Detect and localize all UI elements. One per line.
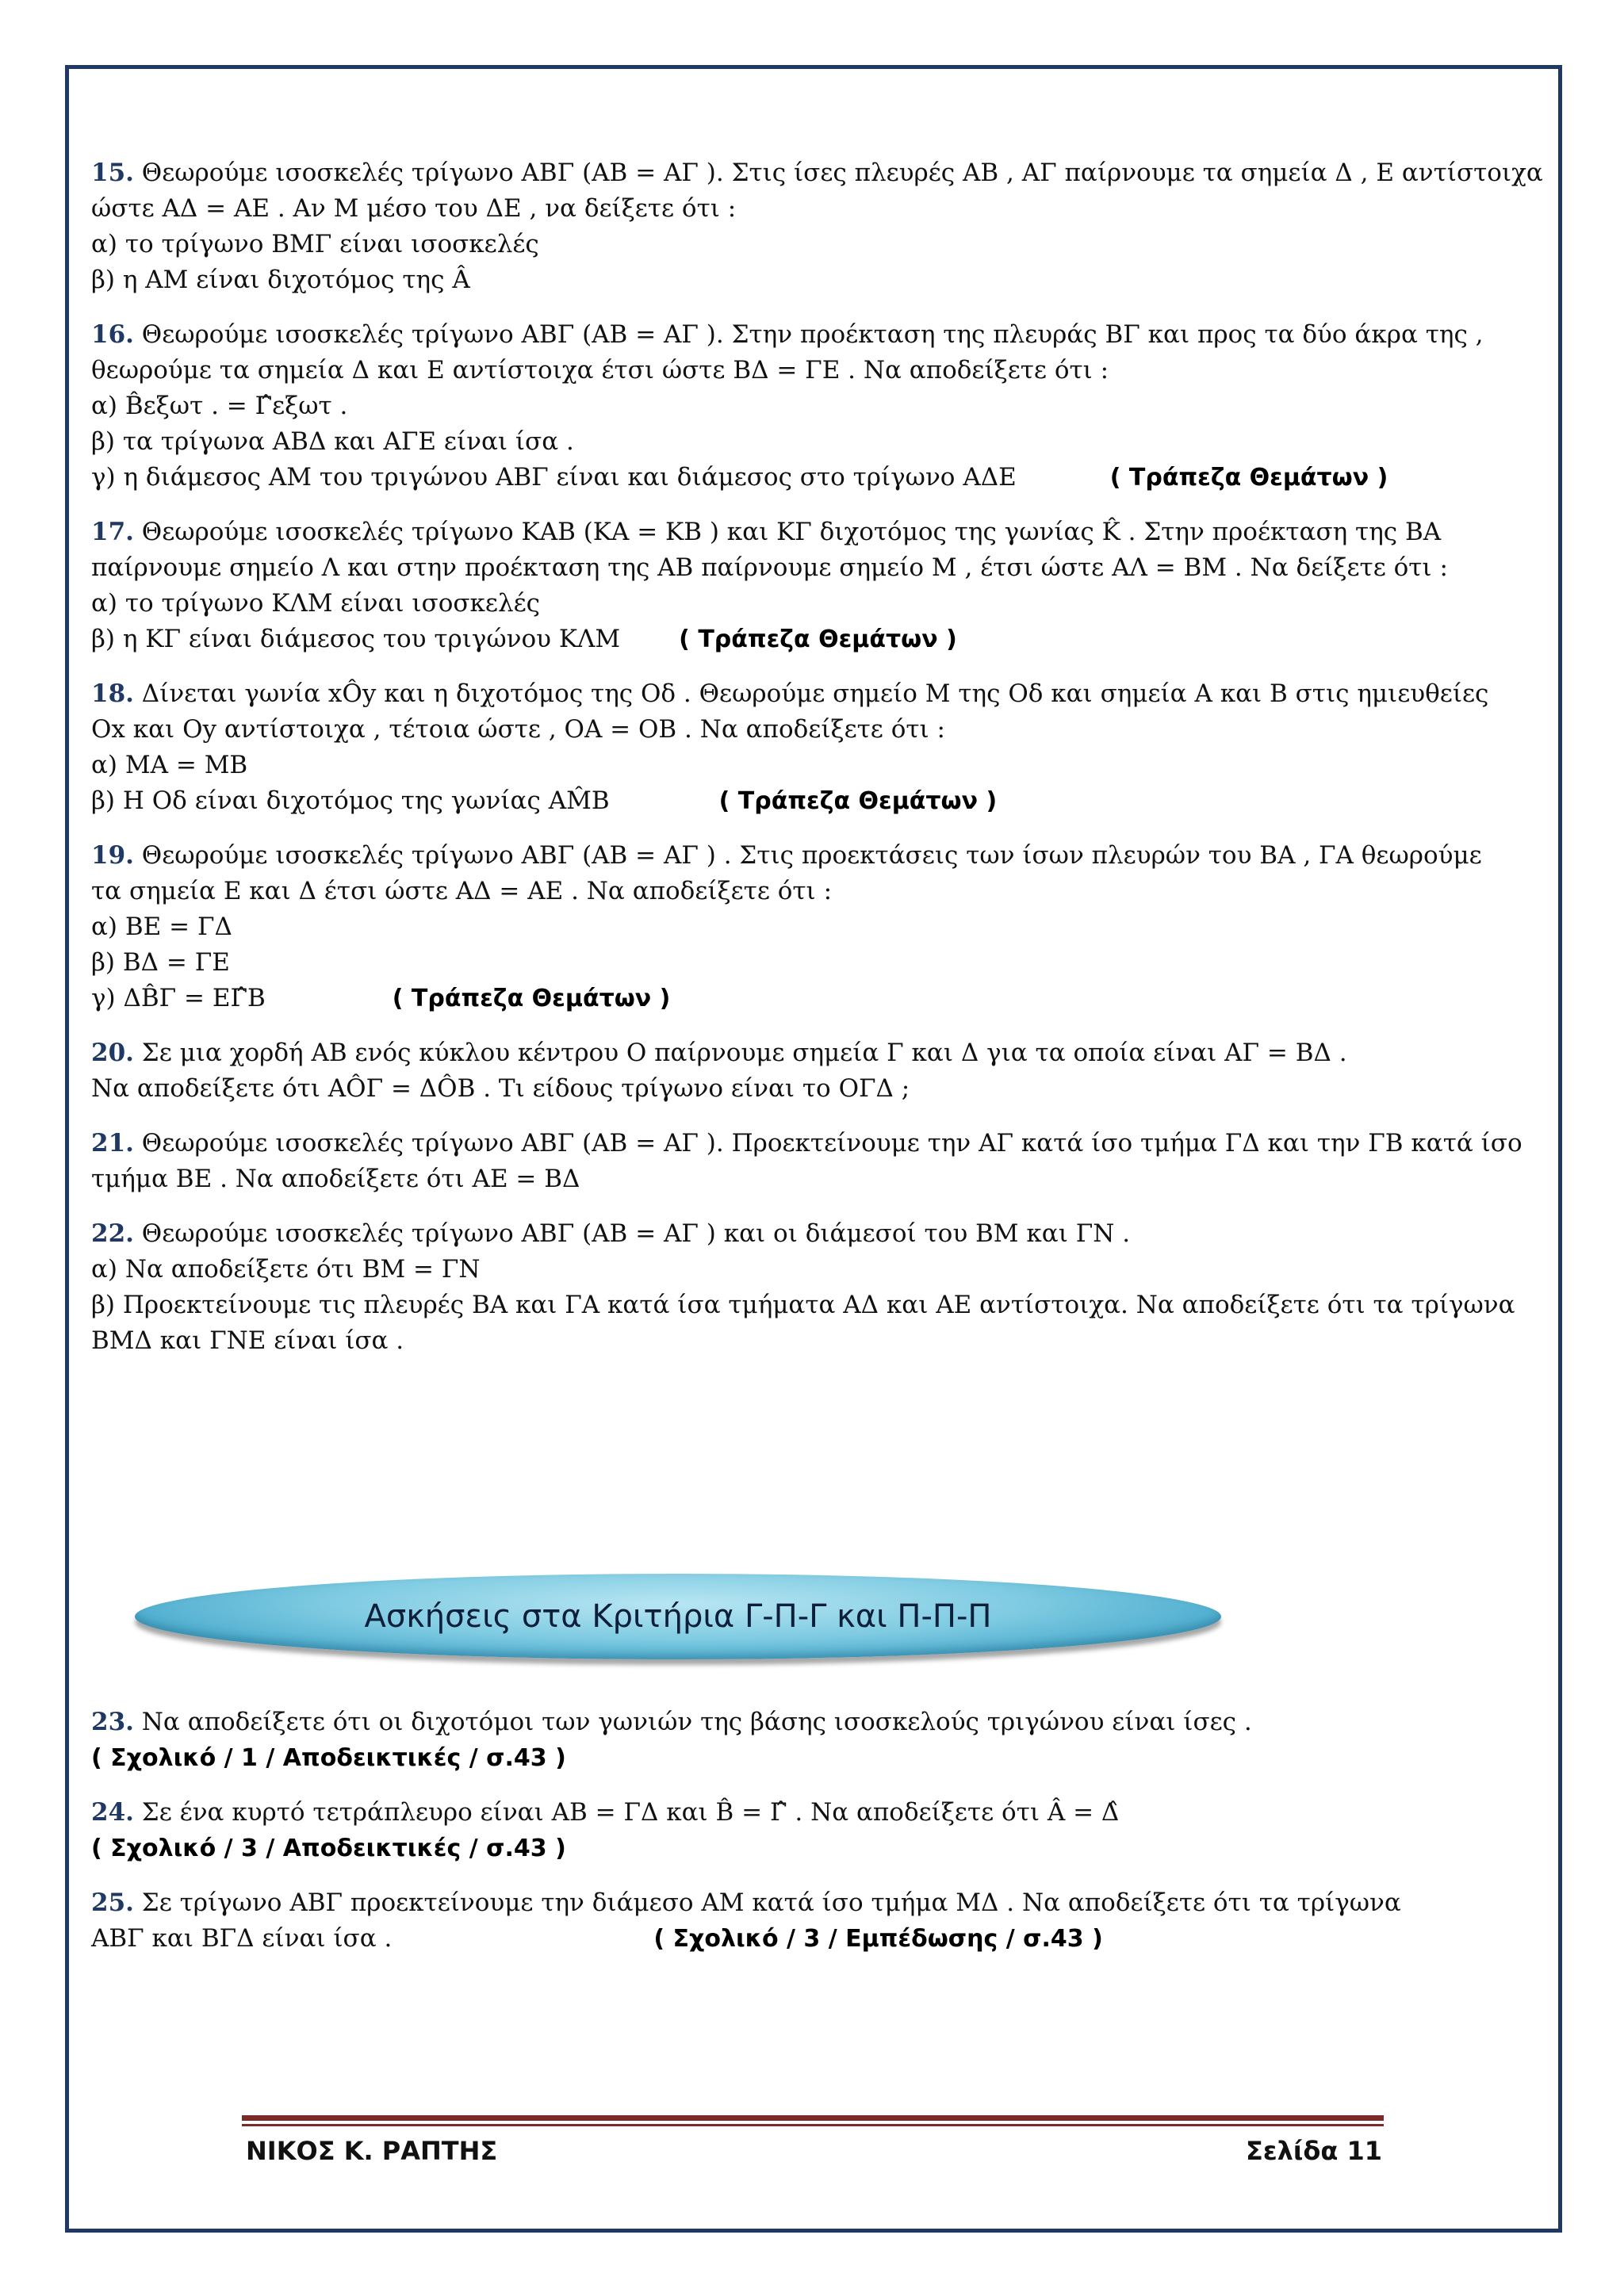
source-label: ( Τράπεζα Θεμάτων ): [392, 985, 671, 1012]
exercise-text: Σε ένα κυρτό τετράπλευρο είναι ΑΒ = ΓΔ και B̂ = Γ̂ . Να αποδείξετε ότι Â = Δ̂: [141, 1798, 1120, 1827]
exercise-text: Οx και Οy αντίστοιχα , τέτοια ώστε , ΟΑ = ΟΒ . Να αποδείξετε ότι :: [91, 715, 945, 744]
source-label: ( Τράπεζα Θεμάτων ): [1109, 464, 1388, 492]
exercise-number: 25.: [91, 1888, 134, 1917]
exercise-16: [91, 317, 1550, 496]
exercise-text: β) Η Οδ είναι διχοτόμος της γωνίας ΑM̂Β: [91, 786, 610, 815]
exercise-number: 18.: [91, 679, 134, 708]
exercise-text: Θεωρούμε ισοσκελές τρίγωνο ΚΑΒ (ΚΑ = ΚΒ ) και ΚΓ διχοτόμος της γωνίας K̂ . Στην προέκταση της ΒΑ: [133, 518, 1442, 546]
exercise-text: Να αποδείξετε ότι οι διχοτόμοι των γωνιών της βάσης ισοσκελούς τριγώνου είναι ίσες .: [141, 1708, 1252, 1736]
exercise-text: Δίνεται γωνία xÔy και η διχοτόμος της Οδ . Θεωρούμε σημείο Μ της Οδ και σημεία Α και Β στις ημιευθείες: [141, 679, 1489, 708]
exercise-24: [91, 1795, 1550, 1866]
exercise-text: Σε τρίγωνο ΑΒΓ προεκτείνουμε την διάμεσο ΑΜ κατά ίσο τμήμα ΜΔ . Να αποδείξετε ότι τα τρίγωνα: [141, 1888, 1401, 1917]
footer-page-number: Σελίδα 11: [1245, 2136, 1382, 2166]
exercise-23: [91, 1705, 1550, 1776]
exercise-text: β) ΒΔ = ΓΕ: [91, 948, 230, 977]
exercise-text: α) Να αποδείξετε ότι ΒΜ = ΓΝ: [91, 1255, 481, 1284]
exercise-text: α) το τρίγωνο ΒΜΓ είναι ισοσκελές: [91, 230, 539, 258]
footer-divider-thin: [242, 2124, 1384, 2126]
exercise-text: τμήμα ΒΕ . Να αποδείξετε ότι ΑΕ = ΒΔ: [91, 1165, 580, 1193]
exercise-text: β) η ΚΓ είναι διάμεσος του τριγώνου ΚΛΜ: [91, 625, 621, 653]
exercise-text: α) το τρίγωνο ΚΛΜ είναι ισοσκελές: [91, 589, 541, 618]
exercise-text: τα σημεία Ε και Δ έτσι ώστε ΑΔ = ΑΕ . Να αποδείξετε ότι :: [91, 877, 833, 905]
exercise-number: 17.: [91, 518, 134, 546]
exercise-number: 22.: [91, 1219, 134, 1248]
exercise-text: α) B̂εξωτ . = Γ̂εξωτ .: [91, 392, 348, 420]
exercise-18: [91, 676, 1550, 819]
exercises-top: [91, 155, 1550, 1378]
source-label: ( Σχολικό / 3 / Αποδεικτικές / σ.43 ): [91, 1835, 566, 1862]
source-label: ( Τράπεζα Θεμάτων ): [718, 787, 998, 815]
exercise-text: Θεωρούμε ισοσκελές τρίγωνο ΑΒΓ (ΑΒ = ΑΓ ) και οι διάμεσοί του ΒΜ και ΓΝ .: [141, 1219, 1131, 1248]
exercise-text: ΑΒΓ και ΒΓΔ είναι ίσα .: [91, 1924, 393, 1953]
exercise-text: Θεωρούμε ισοσκελές τρίγωνο ΑΒΓ (ΑΒ = ΑΓ ). Προεκτείνουμε την ΑΓ κατά ίσο τμήμα ΓΔ και την ΓΒ κατά ίσο: [141, 1129, 1522, 1158]
exercise-text: Να αποδείξετε ότι ΑÔΓ = ΔÔΒ . Τι είδους τρίγωνο είναι το ΟΓΔ ;: [91, 1074, 910, 1103]
exercise-number: 19.: [91, 841, 134, 870]
exercise-25: [91, 1885, 1550, 1957]
source-label: ( Σχολικό / 3 / Εμπέδωσης / σ.43 ): [653, 1925, 1103, 1953]
exercise-text: α) ΜΑ = ΜΒ: [91, 751, 248, 779]
exercise-text: γ) ΔB̂Γ = ΕΓ̂Β: [91, 984, 266, 1012]
exercise-text: β) Προεκτείνουμε τις πλευρές ΒΑ και ΓΑ κατά ίσα τμήματα ΑΔ και ΑΕ αντίστοιχα. Να αποδείξετε ότι τα τρίγωνα: [91, 1291, 1515, 1319]
exercise-text: α) ΒΕ = ΓΔ: [91, 913, 232, 941]
exercise-19: [91, 838, 1550, 1016]
exercise-17: [91, 515, 1550, 657]
exercise-text: γ) η διάμεσος ΑΜ του τριγώνου ΑΒΓ είναι και διάμεσος στο τρίγωνο ΑΔΕ: [91, 463, 1017, 492]
exercises-bottom: [91, 1705, 1550, 1976]
exercise-22: [91, 1216, 1550, 1359]
section-title: Ασκήσεις στα Κριτήρια Γ-Π-Γ και Π-Π-Π: [364, 1598, 992, 1635]
source-label: ( Σχολικό / 1 / Αποδεικτικές / σ.43 ): [91, 1744, 566, 1772]
exercise-number: 20.: [91, 1039, 134, 1067]
exercise-text: Σε μια χορδή ΑΒ ενός κύκλου κέντρου Ο παίρνουμε σημεία Γ και Δ για τα οποία είναι ΑΓ = ΒΔ .: [141, 1039, 1347, 1067]
footer-author: ΝΙΚΟΣ Κ. ΡΑΠΤΗΣ: [246, 2136, 498, 2166]
exercise-number: 24.: [91, 1798, 134, 1827]
exercise-20: [91, 1035, 1550, 1107]
exercise-text: Θεωρούμε ισοσκελές τρίγωνο ΑΒΓ (ΑΒ = ΑΓ ). Στην προέκταση της πλευράς ΒΓ και προς τα δύο άκρα της ,: [141, 320, 1484, 349]
exercise-text: παίρνουμε σημείο Λ και στην προέκταση της ΑΒ παίρνουμε σημείο Μ , έτσι ώστε ΑΛ = ΒΜ . Να δείξετε ότι :: [91, 553, 1448, 582]
exercise-text: Θεωρούμε ισοσκελές τρίγωνο ΑΒΓ (ΑΒ = ΑΓ ) . Στις προεκτάσεις των ίσων πλευρών του ΒΑ , ΓΑ θεωρούμε: [133, 841, 1482, 870]
exercise-number: 21.: [91, 1129, 134, 1158]
exercise-15: [91, 155, 1550, 298]
exercise-number: 15.: [91, 159, 134, 187]
footer-divider: [242, 2115, 1384, 2121]
exercise-21: [91, 1126, 1550, 1197]
source-label: ( Τράπεζα Θεμάτων ): [679, 626, 957, 653]
exercise-number: 23.: [91, 1708, 134, 1736]
exercise-text: θεωρούμε τα σημεία Δ και Ε αντίστοιχα έτσι ώστε ΒΔ = ΓΕ . Να αποδείξετε ότι :: [91, 356, 1109, 385]
exercise-text: β) τα τρίγωνα ΑΒΔ και ΑΓΕ είναι ίσα .: [91, 427, 574, 456]
exercise-text: ώστε ΑΔ = ΑΕ . Αν Μ μέσο του ΔΕ , να δείξετε ότι :: [91, 194, 737, 223]
exercise-text: Θεωρούμε ισοσκελές τρίγωνο ΑΒΓ (ΑΒ = ΑΓ ). Στις ίσες πλευρές ΑΒ , ΑΓ παίρνουμε τα σημεία Δ , Ε αντίστοιχα: [141, 159, 1543, 187]
exercise-text: ΒΜΔ και ΓΝΕ είναι ίσα .: [91, 1326, 404, 1355]
exercise-number: 16.: [91, 320, 134, 349]
section-banner: [135, 1574, 1221, 1659]
exercise-text: β) η ΑΜ είναι διχοτόμος της Â: [91, 266, 470, 294]
